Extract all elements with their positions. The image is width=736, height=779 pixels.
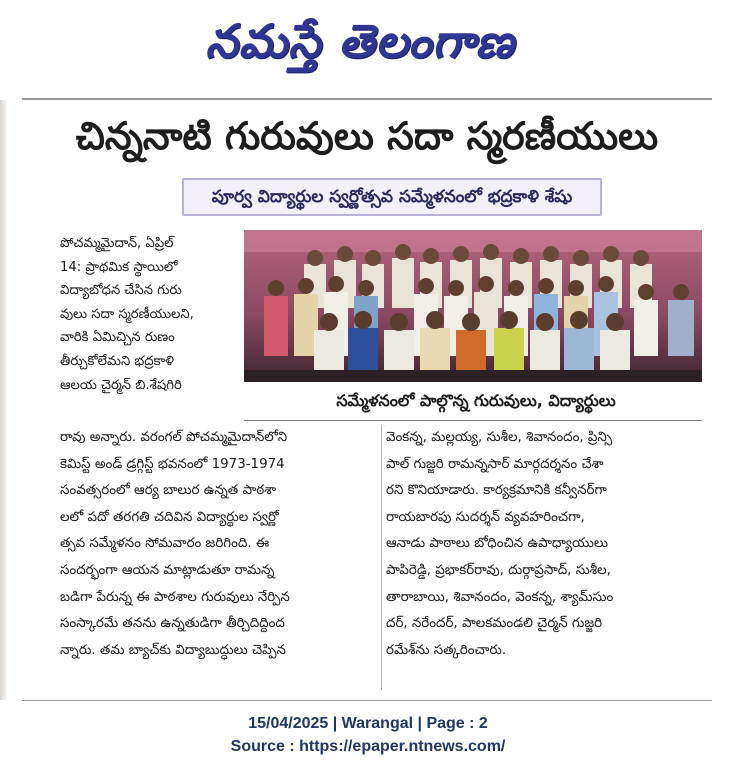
text-line: పోచమ్మమైదాన్, ఏప్రిల్ [60,236,174,251]
page-fold-shadow [0,100,6,700]
text-line: వులు సదా స్మరణీయులని, [60,306,194,322]
text-line: కెమిస్ట్ అండ్ డ్రగ్గిస్ట్ భవనంలో 1973-1974 [60,456,285,472]
text-line: విద్యాబోధన చేసిన గురు [60,283,182,299]
text-line: రాయబారపు సుదర్శన్ వ్యవహరించగా, [386,509,585,525]
text-line: ఆలయ చైర్మన్ బి.శేషగిరి [60,377,182,393]
text-line: వారికి ఏమిచ్చిన రుణం [60,330,175,346]
text-line: తారాబాయి, శివానందం, వెంకన్న, శ్యామ్‌సుం [386,589,614,605]
text-line: రమేశ్‌ను సత్కరించారు. [386,642,507,658]
text-line: దర్, నరేందర్, పాలకమండలి చైర్మన్ గుజ్జరి [386,616,603,632]
text-line: సందర్భంగా ఆయన మాట్లాడుతూ రామన్న [60,562,275,578]
footer-source-link[interactable]: Source : https://epaper.ntnews.com/ [230,738,506,755]
photo-caption: సమ్మేళనంలో పాల్గొన్న గురువులు, విద్యార్థులు [336,391,616,410]
masthead-divider [22,98,712,100]
article-headline: చిన్ననాటి గురువులు సదా స్మరణీయులు [75,114,659,158]
text-line: తీర్చుకోలేమని భద్రకాళి [60,353,175,369]
text-line: వెంకన్న, మల్లయ్య, సుశీల, శివానందం, ప్రిన్సి [386,430,613,445]
footer-date-edition: 15/04/2025 | Warangal | Page : 2 [248,715,488,732]
article-column-left-bottom [60,425,378,664]
column-divider [381,425,382,690]
caption-divider [244,420,702,421]
text-line: సంవత్సరంలో ఆర్య బాలుర ఉన్నత పాఠశా [60,483,277,499]
text-line: ఆనాడు పాఠాలు బోధించిన ఉపాధ్యాయులు [386,536,608,552]
text-line: పాల్ గుజ్జరి రామన్నసార్ మార్గదర్శనం చేశా [386,456,604,472]
clipping-bottom-border [22,700,712,701]
text-line: లలో పదో తరగతి చదివిన విద్యార్థుల స్వర్ణో [60,509,279,525]
text-line: న్నారు. తమ బ్యాచ్‌కు విద్యాబుద్ధులు చెప్పిన [60,642,286,658]
text-line: రని కొనియాడారు. కార్యక్రమానికి కన్వీనర్‌గా [386,483,607,499]
source-footer [0,712,736,758]
article-column-right [386,425,702,664]
article-subheadline: పూర్వ విద్యార్థుల స్వర్ణోత్సవ సమ్మేళనంలో భద్రకాళి శేషు [182,178,602,216]
newspaper-masthead: నమస్తే తెలంగాణ [205,14,515,68]
group-photo [244,230,702,382]
text-line: 14: ప్రాథమిక స్థాయిలో [60,259,178,275]
text-line: పాపిరెడ్డి, ప్రభాకర్‌రావు, దుర్గాప్రసాద్, సుశీల, [386,562,611,578]
text-line: సంస్కారమే తనను ఉన్నతుడిగా తీర్చిదిద్దింద [60,616,285,632]
text-line: త్సవ సమ్మేళనం సోమవారం జరిగింది. ఈ [60,536,270,552]
article-column-left-top [60,232,238,397]
text-line: రావు అన్నారు. వరంగల్ పోచమ్మమైదాన్‌లోని [60,430,288,445]
text-line: బడిగా పేరున్న ఈ పాఠశాల గురువులు నేర్పిన [60,589,290,605]
group-photo-illustration [244,230,702,382]
